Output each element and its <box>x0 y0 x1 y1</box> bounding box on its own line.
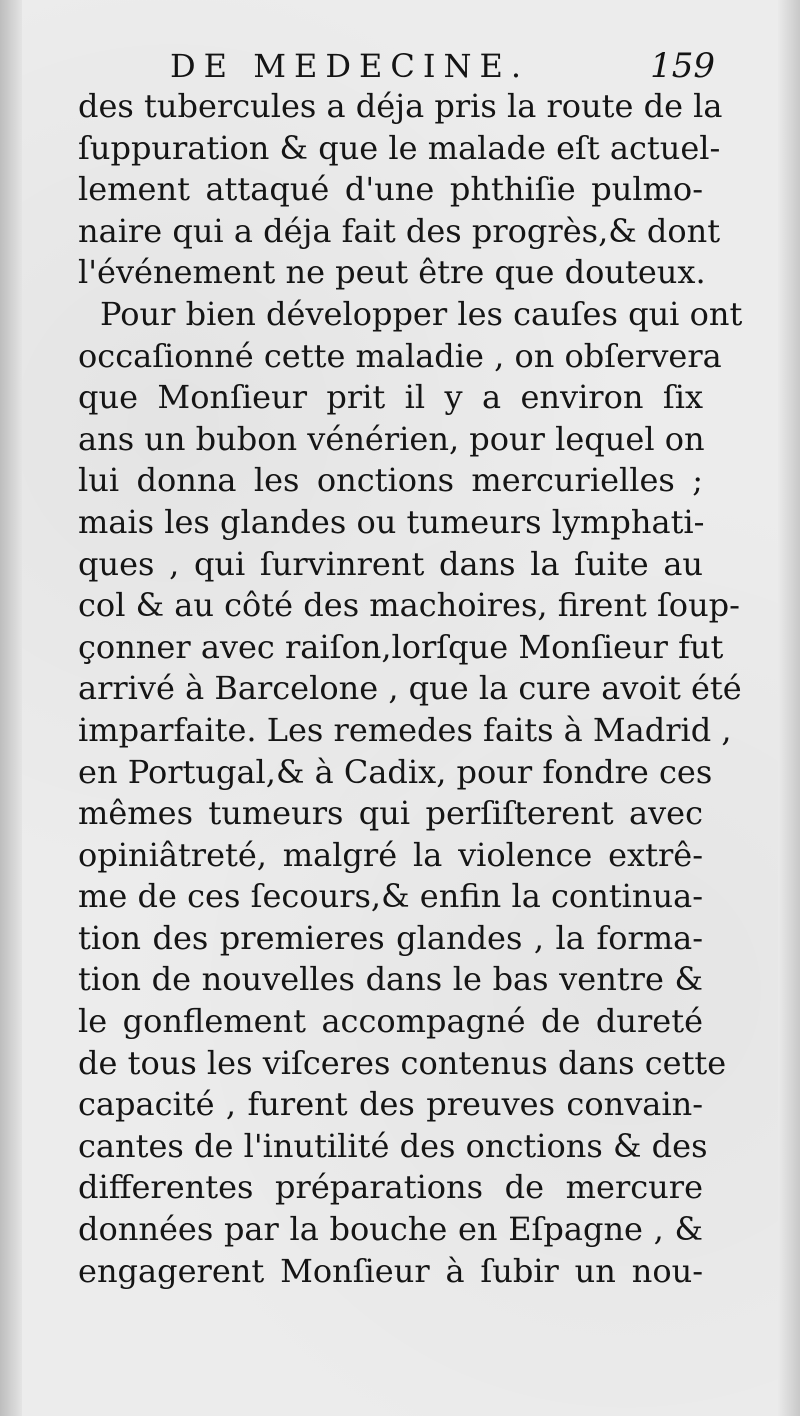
running-title: DE MEDECINE. <box>170 47 529 85</box>
text-line: de tous les viſceres contenus dans cette <box>78 1043 727 1082</box>
text-line: opiniâtreté, malgré la violence extrê- <box>78 835 703 874</box>
text-line: le gonflement accompagné de dureté <box>78 1002 703 1041</box>
text-line: differentes préparations de mercure <box>78 1168 703 1207</box>
text-line: lement attaqué d'une phthiſie pulmo- <box>78 170 703 209</box>
text-line: imparfaite. Les remedes faits à Madrid , <box>78 710 732 749</box>
page-number: 159 <box>650 46 715 86</box>
text-line: arrivé à Barcelone , que la cure avoit été <box>78 669 742 708</box>
text-line: tion de nouvelles dans le bas ventre & <box>78 960 703 999</box>
page-edge-shadow <box>778 0 800 1416</box>
page-gutter-shadow <box>0 0 22 1416</box>
text-line: des tubercules a déja pris la route de la <box>78 87 723 125</box>
text-line: données par la bouche en Eſpagne , & <box>78 1210 703 1249</box>
text-line: tion des premieres glandes , la forma- <box>78 918 703 957</box>
text-line: en Portugal,& à Cadix, pour fondre ces <box>78 752 713 791</box>
text-line: mais les glandes ou tumeurs lymphati- <box>78 502 705 541</box>
text-line: ſuppuration & que le malade eſt actuel- <box>78 128 721 167</box>
text-line: Pour bien développer les cauſes qui ont <box>100 294 743 333</box>
text-line: col & au côté des machoires, firent ſoup- <box>78 586 740 625</box>
text-line: çonner avec raiſon,lorſque Monſieur fut <box>78 627 724 666</box>
text-line: que Monſieur prit il y a environ ſix <box>78 378 703 417</box>
running-head <box>170 46 715 86</box>
text-line: engagerent Monſieur à ſubir un nou- <box>78 1251 703 1290</box>
text-line: occaſionné cette maladie , on obſervera <box>78 336 722 375</box>
text-line: capacité , furent des preuves convain- <box>78 1085 703 1124</box>
text-line: me de ces ſecours,& enfin la continua- <box>78 877 703 916</box>
text-line: cantes de l'inutilité des onctions & des <box>78 1126 708 1165</box>
text-line: naire qui a déja fait des progrès,& dont <box>78 211 721 250</box>
text-line: mêmes tumeurs qui perſiſterent avec <box>78 794 703 833</box>
text-line: lui donna les onctions mercurielles ; <box>78 461 703 500</box>
text-line: ques , qui ſurvinrent dans la ſuite au <box>78 544 703 583</box>
body-text <box>78 86 743 1292</box>
text-line: ans un bubon vénérien, pour lequel on <box>78 419 705 458</box>
text-line: l'événement ne peut être que douteux. <box>78 253 706 292</box>
